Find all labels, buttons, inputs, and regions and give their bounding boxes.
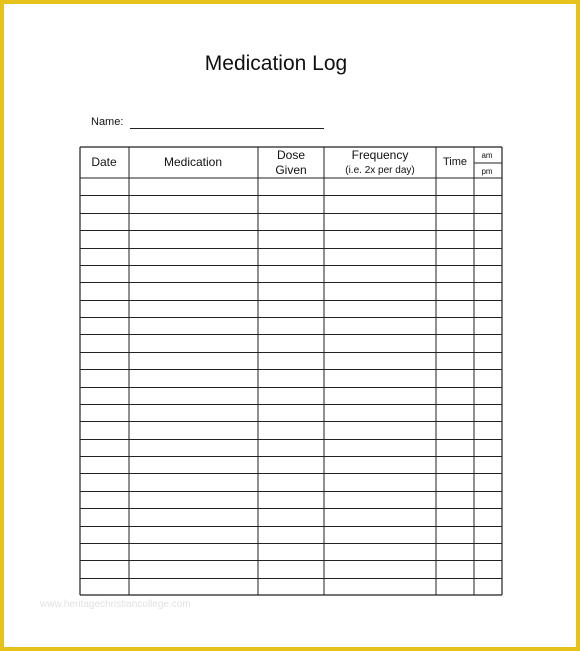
watermark: www.heritagechristiancollege.com [40, 599, 191, 610]
header-date: Date [91, 155, 117, 169]
page-title: Medication Log [204, 52, 348, 75]
header-medication: Medication [163, 155, 223, 169]
header-am: am [481, 151, 493, 160]
table-header [91, 148, 493, 177]
header-dose-line2: Given [275, 163, 307, 177]
header-frequency-line2: (i.e. 2x per day) [345, 165, 415, 176]
name-label: Name: [91, 116, 124, 128]
header-time: Time [442, 156, 468, 168]
table-grid [80, 147, 502, 595]
header-frequency-line1: Frequency [351, 148, 409, 162]
header-pm: pm [481, 167, 493, 176]
header-dose-line1: Dose [276, 148, 306, 162]
